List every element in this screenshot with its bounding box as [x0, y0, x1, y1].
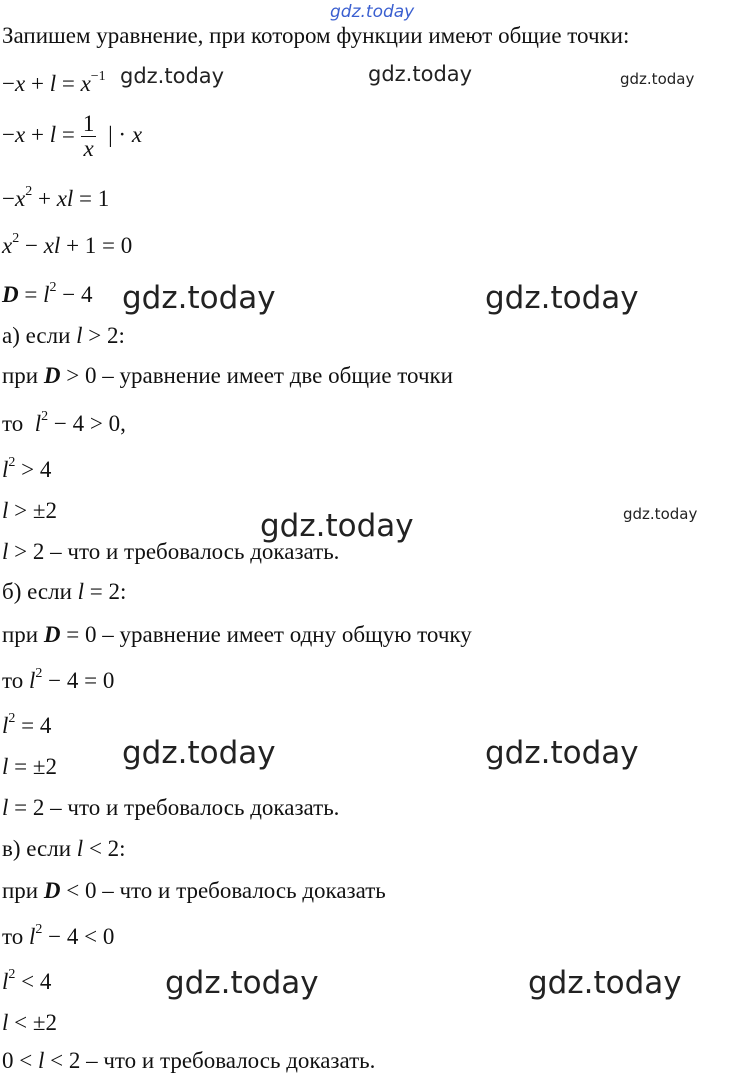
intro-text: Запишем уравнение, при котором функции имеют общие точки: [2, 23, 630, 48]
equation-line: $-x + l = x^{-1}$ [2, 69, 106, 96]
text-line: l = 2 – что и требовалось доказать. [2, 795, 340, 820]
case-b-heading: б) если l = 2: [2, 579, 127, 604]
text-line: то $l^2 - 4 > 0$, [2, 409, 126, 436]
equation-line: $l^2 < 4$ [2, 967, 52, 994]
equation-line: l > ±2 [2, 498, 57, 523]
equation-line: $l^2 > 4$ [2, 455, 52, 482]
watermark: gdz.today [620, 70, 695, 88]
watermark: gdz.today [368, 62, 473, 86]
equation-line: $-x^2$ + xl = 1 [2, 184, 110, 211]
watermark-top: gdz.today [330, 2, 415, 22]
equation-line: $l^2 = 4$ [2, 711, 52, 738]
watermark: gdz.today [528, 965, 682, 1001]
case-a-heading: а) если l > 2: [2, 323, 125, 348]
text-line: при D < 0 – что и требовалось доказать [2, 878, 386, 903]
case-c-heading: в) если l < 2: [2, 836, 126, 861]
equation-line: −x + l = $\frac{1}{x}$ | · x [2, 111, 143, 161]
text-line: при D > 0 – уравнение имеет две общие точки [2, 363, 453, 388]
text-line: при D = 0 – уравнение имеет одну общую точку [2, 622, 472, 647]
equation-line: l < ±2 [2, 1010, 57, 1035]
watermark: gdz.today [122, 280, 276, 316]
text-line: то $l^2 - 4 < 0$ [2, 922, 115, 949]
watermark: gdz.today [485, 280, 639, 316]
watermark: gdz.today [485, 735, 639, 771]
equation-line: $x^2$ − xl + 1 = 0 [2, 231, 133, 258]
text-line: 0 < l < 2 – что и требовалось доказать. [2, 1048, 376, 1073]
watermark: gdz.today [120, 64, 225, 88]
watermark: gdz.today [260, 508, 414, 544]
text-line: l > 2 – что и требовалось доказать. [2, 539, 340, 564]
discriminant-line: $D = l^2 - 4$ [2, 280, 93, 307]
text-line: то $l^2 - 4 = 0$ [2, 666, 115, 693]
watermark: gdz.today [122, 735, 276, 771]
equation-line: l = ±2 [2, 754, 57, 779]
watermark: gdz.today [623, 505, 698, 523]
watermark: gdz.today [165, 965, 319, 1001]
